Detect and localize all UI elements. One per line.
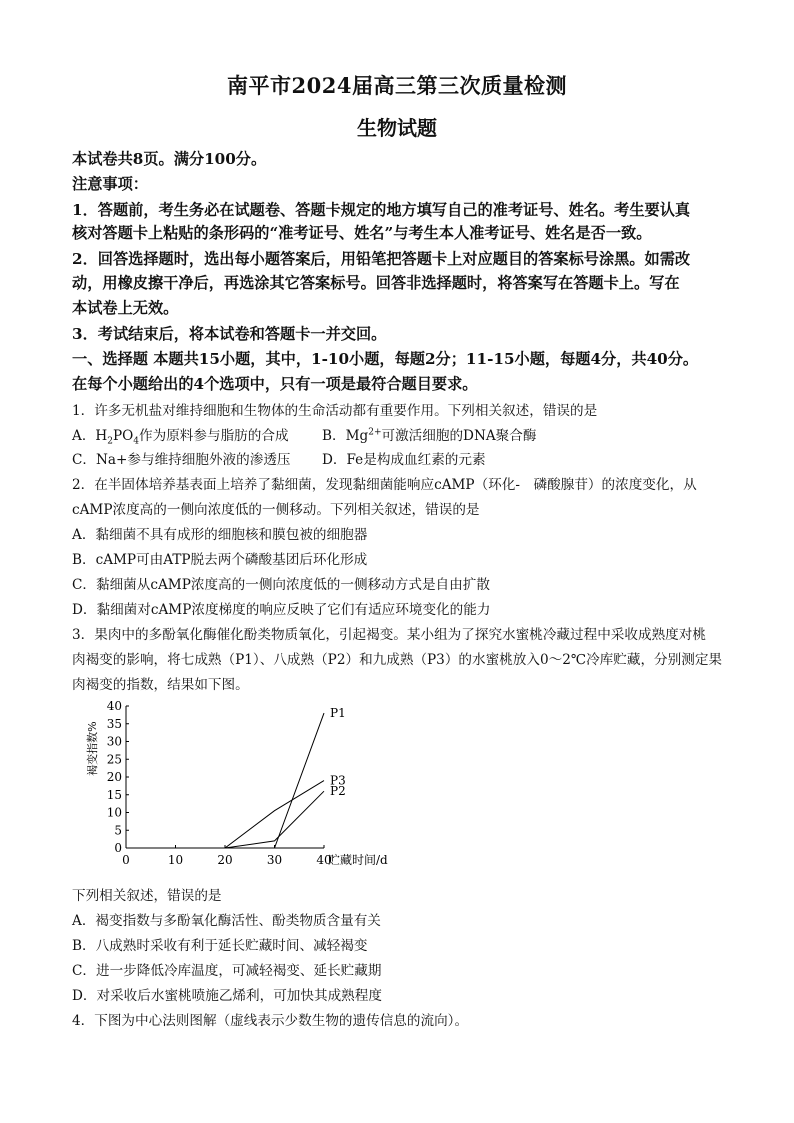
series-label-p2: P2 [330, 784, 346, 799]
exam-intro: 本试卷共8页。满分100分。 [72, 150, 267, 168]
q3-option-a: A．褐变指数与多酚氧化酶活性、酚类物质含量有关 [72, 913, 381, 929]
note-2-line-3: 本试卷上无效。 [72, 299, 179, 317]
chart-series [126, 706, 346, 848]
q1-option-d: D．Fe是构成血红素的元素 [322, 452, 486, 468]
q3-stem-line-1: 3．果肉中的多酚氧化酶催化酚类物质氧化，引起褐变。某小组为了探究水蜜桃冷藏过程中采收成熟度对桃 [72, 627, 706, 643]
x-tick-label: 40 [316, 853, 332, 867]
q1-options-cd [72, 448, 732, 468]
q3-option-c: C．进一步降低冷库温度，可减轻褐变、延长贮藏期 [72, 963, 382, 979]
x-axis-label: 贮藏时间/d [328, 853, 388, 867]
y-tick-label: 30 [106, 734, 122, 749]
x-tick-label: 30 [266, 853, 283, 867]
q4-stem: 4．下图为中心法则图解（虚线表示少数生物的遗传信息的流向）。 [72, 1013, 469, 1029]
q1-option-c: C．Na+参与维持细胞外液的渗透压 [72, 452, 291, 468]
y-axis-label: 褐变指数% [86, 721, 99, 776]
y-tick-label: 40 [106, 700, 122, 713]
y-tick-label: 25 [106, 752, 122, 767]
x-tick-label: 20 [217, 853, 233, 867]
q1-stem: 1．许多无机盐对维持细胞和生物体的生命活动都有重要作用。下列相关叙述，错误的是 [72, 403, 598, 419]
y-tick-label: 15 [106, 787, 122, 802]
q1-option-b: B．$Mg^{2+}$可激活细胞的DNA聚合酶 [322, 427, 537, 444]
series-line-p2 [126, 791, 324, 848]
exam-title: 南平市2024届高三第三次质量检测 [227, 73, 567, 98]
note-3: 3．考试结束后，将本试卷和答题卡一并交回。 [72, 325, 387, 343]
q2-option-c: C．黏细菌从cAMP浓度高的一侧向浓度低的一侧移动方式是自由扩散 [72, 577, 490, 593]
q3-option-b: B．八成熟时采收有利于延长贮藏时间、减轻褐变 [72, 938, 368, 954]
series-label-p1: P1 [330, 706, 346, 721]
y-tick-label: 20 [106, 770, 122, 784]
section-heading-line-2: 在每个小题给出的4个选项中，只有一项是最符合题目要求。 [72, 375, 478, 393]
q2-option-d: D．黏细菌对cAMP浓度梯度的响应反映了它们有适应环境变化的能力 [72, 602, 491, 618]
q1-option-a: A．$H_2PO_4$作为原料参与脂肪的合成 [72, 428, 289, 447]
notes-heading: 注意事项： [72, 175, 148, 193]
q2-stem-line-2: cAMP浓度高的一侧向浓度低的一侧移动。下列相关叙述，错误的是 [72, 502, 480, 518]
browning-index-chart [80, 700, 420, 872]
q3-stem-line-2: 肉褐变的影响，将七成熟（P1）、八成熟（P2）和九成熟（P3）的水蜜桃放入0～2℃冷库贮藏，分别测定果 [72, 652, 723, 668]
x-tick-label: 0 [122, 853, 130, 867]
y-tick-label: 0 [114, 841, 122, 855]
series-line-p1 [126, 713, 324, 848]
y-tick-label: 5 [114, 823, 122, 838]
series-label-p3: P3 [330, 773, 346, 788]
q2-stem-line-1: 2．在半固体培养基表面上培养了黏细菌，发现黏细菌能响应cAMP（环化- 磷酸腺苷）的浓度变化，从 [72, 477, 697, 493]
y-tick-label: 10 [106, 805, 122, 820]
q3-option-d: D．对采收后水蜜桃喷施乙烯利，可加快其成熟程度 [72, 988, 382, 1004]
q2-option-a: A．黏细菌不具有成形的细胞核和膜包被的细胞器 [72, 527, 368, 543]
q3-prompt: 下列相关叙述，错误的是 [72, 888, 222, 904]
note-2-line-1: 2．回答选择题时，选出每小题答案后，用铅笔把答题卡上对应题目的答案标号涂黑。如需改 [72, 250, 691, 268]
x-tick-label: 10 [167, 853, 184, 867]
note-1-line-1: 1．答题前，考生务必在试题卷、答题卡规定的地方填写自己的准考证号、姓名。考生要认真 [72, 201, 691, 219]
q3-stem-line-3: 肉褐变的指数，结果如下图。 [72, 677, 249, 693]
note-1-line-2: 核对答题卡上粘贴的条形码的“准考证号、姓名”与考生本人准考证号、姓名是否一致。 [72, 224, 652, 242]
note-2-line-2: 动，用橡皮擦干净后，再选涂其它答案标号。回答非选择题时，将答案写在答题卡上。写在 [72, 274, 680, 292]
y-tick-label: 35 [106, 716, 122, 731]
q1-options-ab [72, 424, 732, 447]
q2-option-b: B．cAMP可由ATP脱去两个磷酸基团后环化形成 [72, 552, 368, 568]
series-line-p3 [126, 781, 324, 848]
subject-title: 生物试题 [357, 116, 437, 140]
section-heading-line-1: 一、选择题 本题共15小题，其中，1-10小题，每题2分；11-15小题，每题4分，共40分。 [72, 350, 699, 368]
